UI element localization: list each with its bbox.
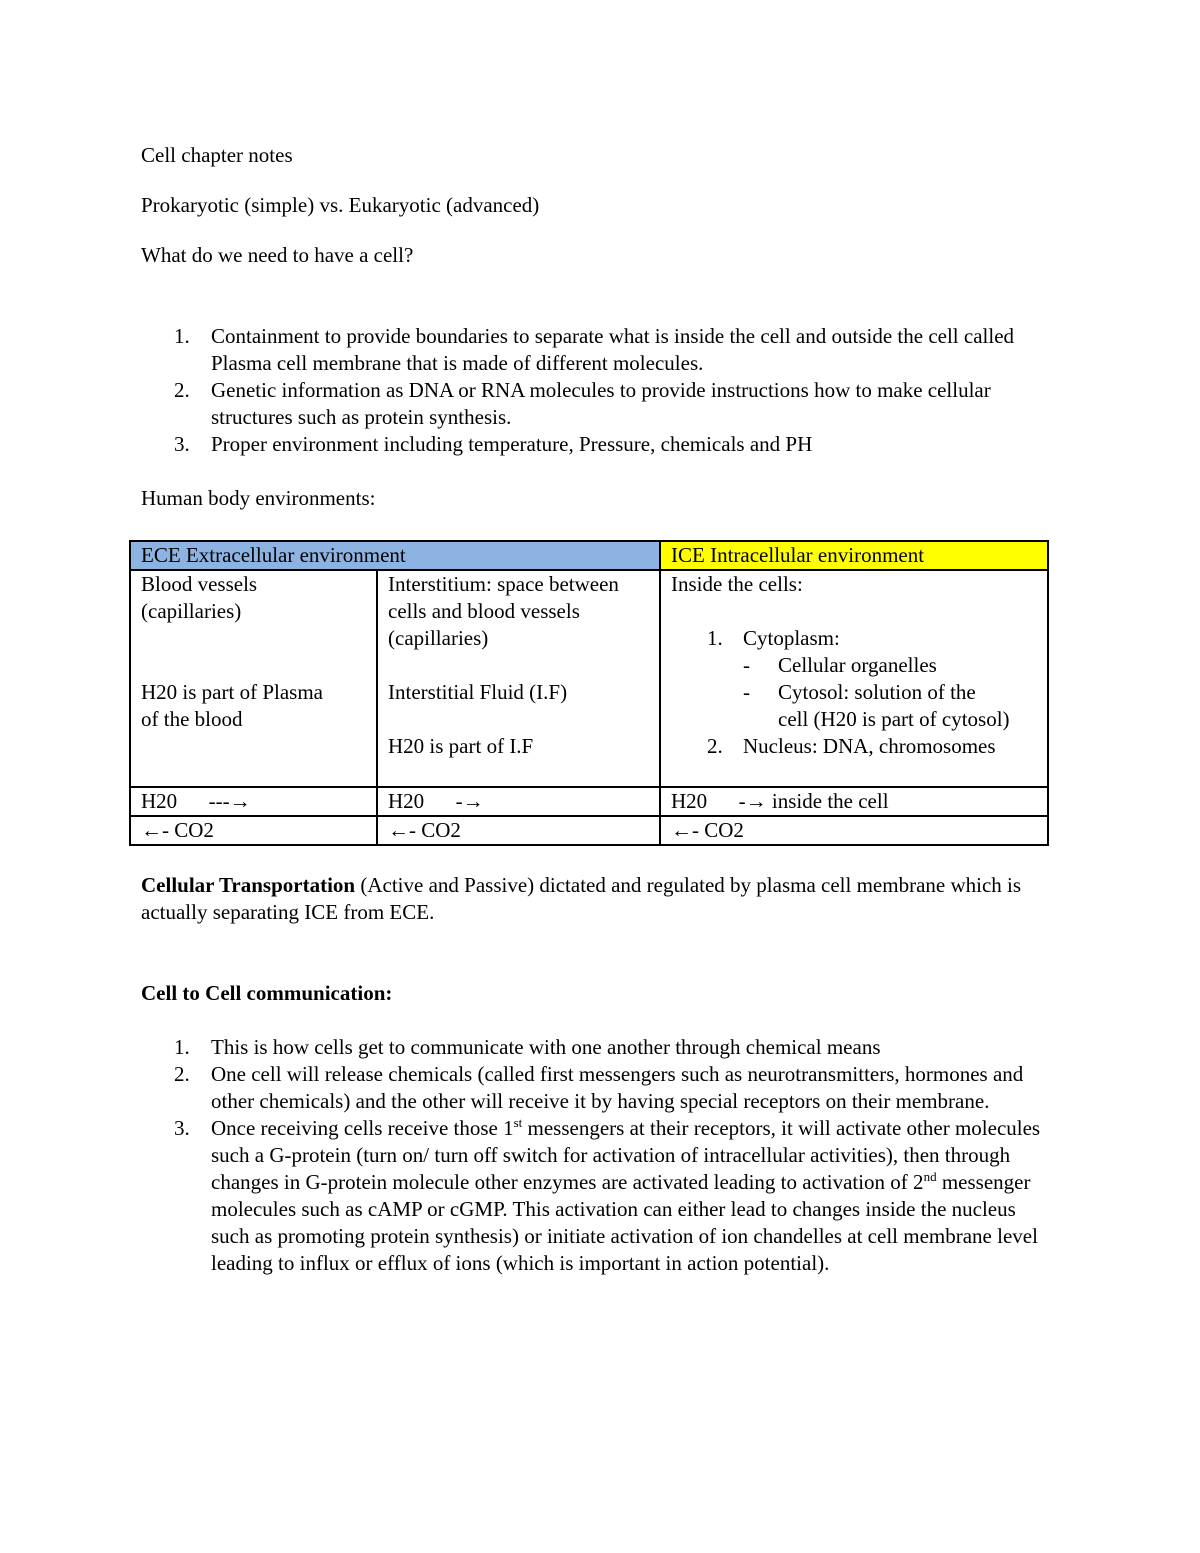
transport-text: (Active and Passive) dictated and regulated by plasma cell membrane which is actually separating ICE from ECE. [141,873,1022,924]
list-item [671,625,1037,733]
list-item [743,652,1037,679]
list-number: 3. [174,432,190,456]
list-number: 1. [707,626,723,650]
list-text: This is how cells get to communicate with one another through chemical means [211,1035,881,1059]
communication-heading-text: Cell to Cell communication: [141,981,393,1005]
superscript: nd [923,1169,937,1184]
cytoplasm-sublist [743,652,1037,733]
cell-text: H20 is part of I.F [388,734,534,758]
list-item [141,1115,1051,1277]
transport-paragraph [141,872,1051,926]
communication-heading [141,980,1051,1007]
dash-bullet: - [743,653,750,677]
list-text: messenger molecules such as cAMP or cGMP. This activation can either lead to changes inside the nucleus such as promoting protein synthesis) or initiate activation of ion chandelles at cell membrane level leading to influx or efflux of ions (which is important in action potential). [211,1170,1038,1275]
list-text: Nucleus: DNA, chromosomes [743,734,996,758]
list-number: 2. [174,1062,190,1086]
list-text: Cytoplasm: [743,626,840,650]
cell-text: Interstitial Fluid (I.F) [388,680,568,704]
ice-list [671,625,1037,760]
list-number: 1. [174,1035,190,1059]
list-item [671,733,1037,760]
list-number: 1. [174,324,190,348]
list-text: Genetic information as DNA or RNA molecules to provide instructions how to make cellular structures such as protein synthesis. [211,378,991,429]
list-text: Proper environment including temperature, Pressure, chemicals and PH [211,432,813,456]
list-text: Cellular organelles [778,653,937,677]
document-body [141,142,1051,512]
list-number: 2. [174,378,190,402]
prokaryotic-line: Prokaryotic (simple) vs. Eukaryotic (advanced) [141,193,540,217]
h2o-cell: H20 -→ [377,787,660,816]
interstitium-cell [377,570,660,787]
environments-heading: Human body environments: [141,486,376,510]
ice-header: ICE Intracellular environment [660,541,1048,570]
list-text: messengers at their receptors, it will activate other molecules such a G-protein (turn on/ turn off switch for activation of intracellular activities), then through changes in G-protein molecule other enzymes are activated leading to activation of 2 [211,1116,1041,1194]
list-item [141,323,1051,377]
list-number: 2. [707,734,723,758]
inside-cells-cell [660,570,1048,787]
list-text: cell (H20 is part of cytosol) [778,707,1010,731]
ece-header: ECE Extracellular environment [130,541,660,570]
list-item [141,1061,1051,1115]
dash-bullet: - [743,680,750,704]
cell-text: of the blood [141,707,243,731]
lower-section [141,872,1051,1277]
page-title: Cell chapter notes [141,143,293,167]
cell-text: (capillaries) [388,626,489,650]
blood-vessels-cell [130,570,377,787]
h2o-cell: H20 ---→ [130,787,377,816]
transport-bold: Cellular Transportation [141,873,356,897]
list-item [141,377,1051,431]
superscript: st [513,1115,523,1130]
communication-list [141,1034,1051,1277]
cell-text: H20 is part of Plasma [141,680,323,704]
cell-text: Inside the cells: [671,572,803,596]
list-text: Once receiving cells receive those 1 [211,1116,514,1140]
list-item [141,1034,1051,1061]
list-number: 3. [174,1116,190,1140]
cell-text: Interstitium: space between [388,572,619,596]
cell-needs-list [141,323,1051,458]
h2o-cell: H20 -→ inside the cell [660,787,1048,816]
co2-cell: ←- CO2 [377,816,660,845]
question-line: What do we need to have a cell? [141,243,414,267]
list-text: Containment to provide boundaries to separate what is inside the cell and outside the cell called Plasma cell membrane that is made of different molecules. [211,324,1015,375]
list-item [743,679,1037,733]
list-text: Cytosol: solution of the [778,680,976,704]
co2-cell: ←- CO2 [130,816,377,845]
cell-text: Blood vessels [141,572,258,596]
list-text: One cell will release chemicals (called first messengers such as neurotransmitters, hormones and other chemicals) and the other will receive it by having special receptors on their membrane. [211,1062,1024,1113]
environment-table [129,540,1049,846]
co2-cell: ←- CO2 [660,816,1048,845]
list-item [141,431,1051,458]
cell-text: (capillaries) [141,599,242,623]
cell-text: cells and blood vessels [388,599,580,623]
